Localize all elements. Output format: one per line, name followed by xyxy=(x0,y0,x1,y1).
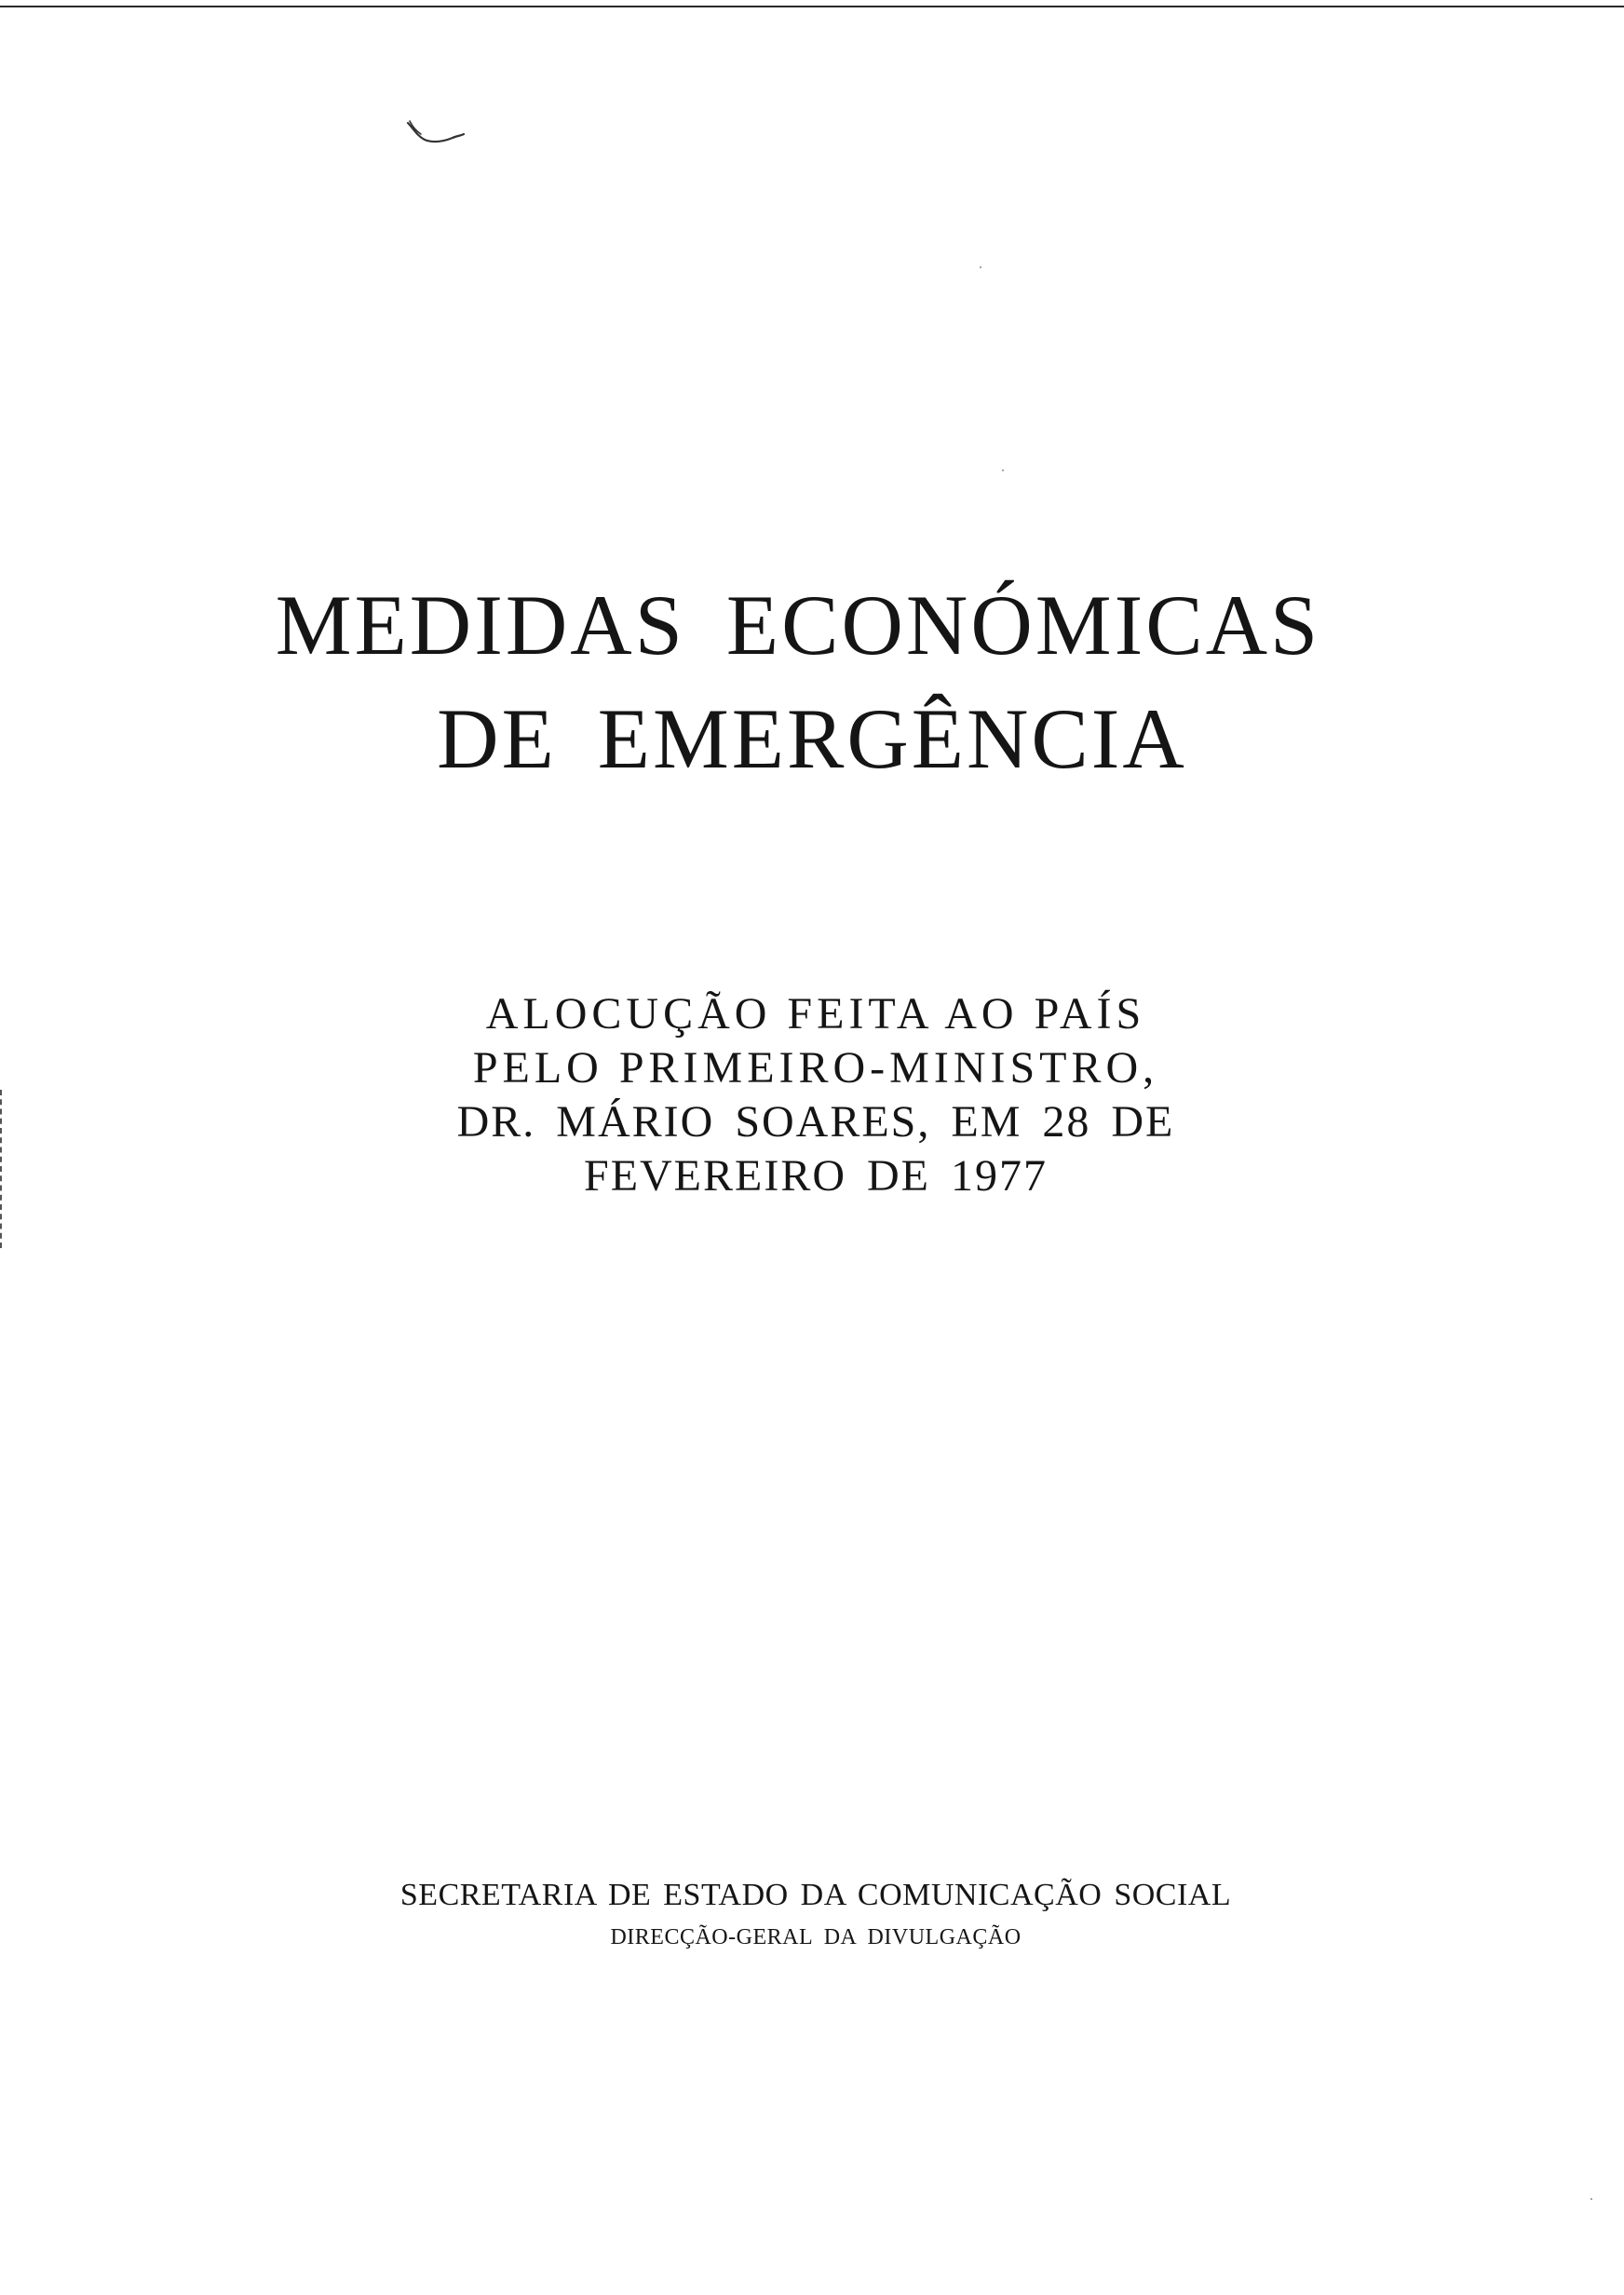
title-line-1: MEDIDAS ECONÓMICAS xyxy=(275,577,1321,672)
paper-speck xyxy=(980,266,981,268)
publisher-name: SECRETARIA DE ESTADO DA COMUNICAÇÃO SOCIAL xyxy=(399,1878,1232,1912)
subtitle-line-1: ALOCUÇÃO FEITA AO PAÍS xyxy=(485,989,1146,1039)
title-line-2: DE EMERGÊNCIA xyxy=(437,691,1187,786)
subtitle-line-4: FEVEREIRO DE 1977 xyxy=(584,1151,1048,1201)
division-name: DIRECÇÃO-GERAL DA DIVULGAÇÃO xyxy=(610,1925,1022,1949)
paper-speck xyxy=(1590,2198,1592,2200)
top-edge-rule xyxy=(0,6,1624,7)
subtitle-block xyxy=(0,987,1624,1203)
pen-mark-icon xyxy=(406,119,466,153)
subtitle-line-2: PELO PRIMEIRO-MINISTRO, xyxy=(472,1043,1159,1093)
title-block xyxy=(0,568,1624,795)
publisher-block xyxy=(0,1872,1624,1956)
subtitle-line-3: DR. MÁRIO SOARES, EM 28 DE xyxy=(456,1097,1175,1147)
paper-speck xyxy=(1002,469,1004,471)
